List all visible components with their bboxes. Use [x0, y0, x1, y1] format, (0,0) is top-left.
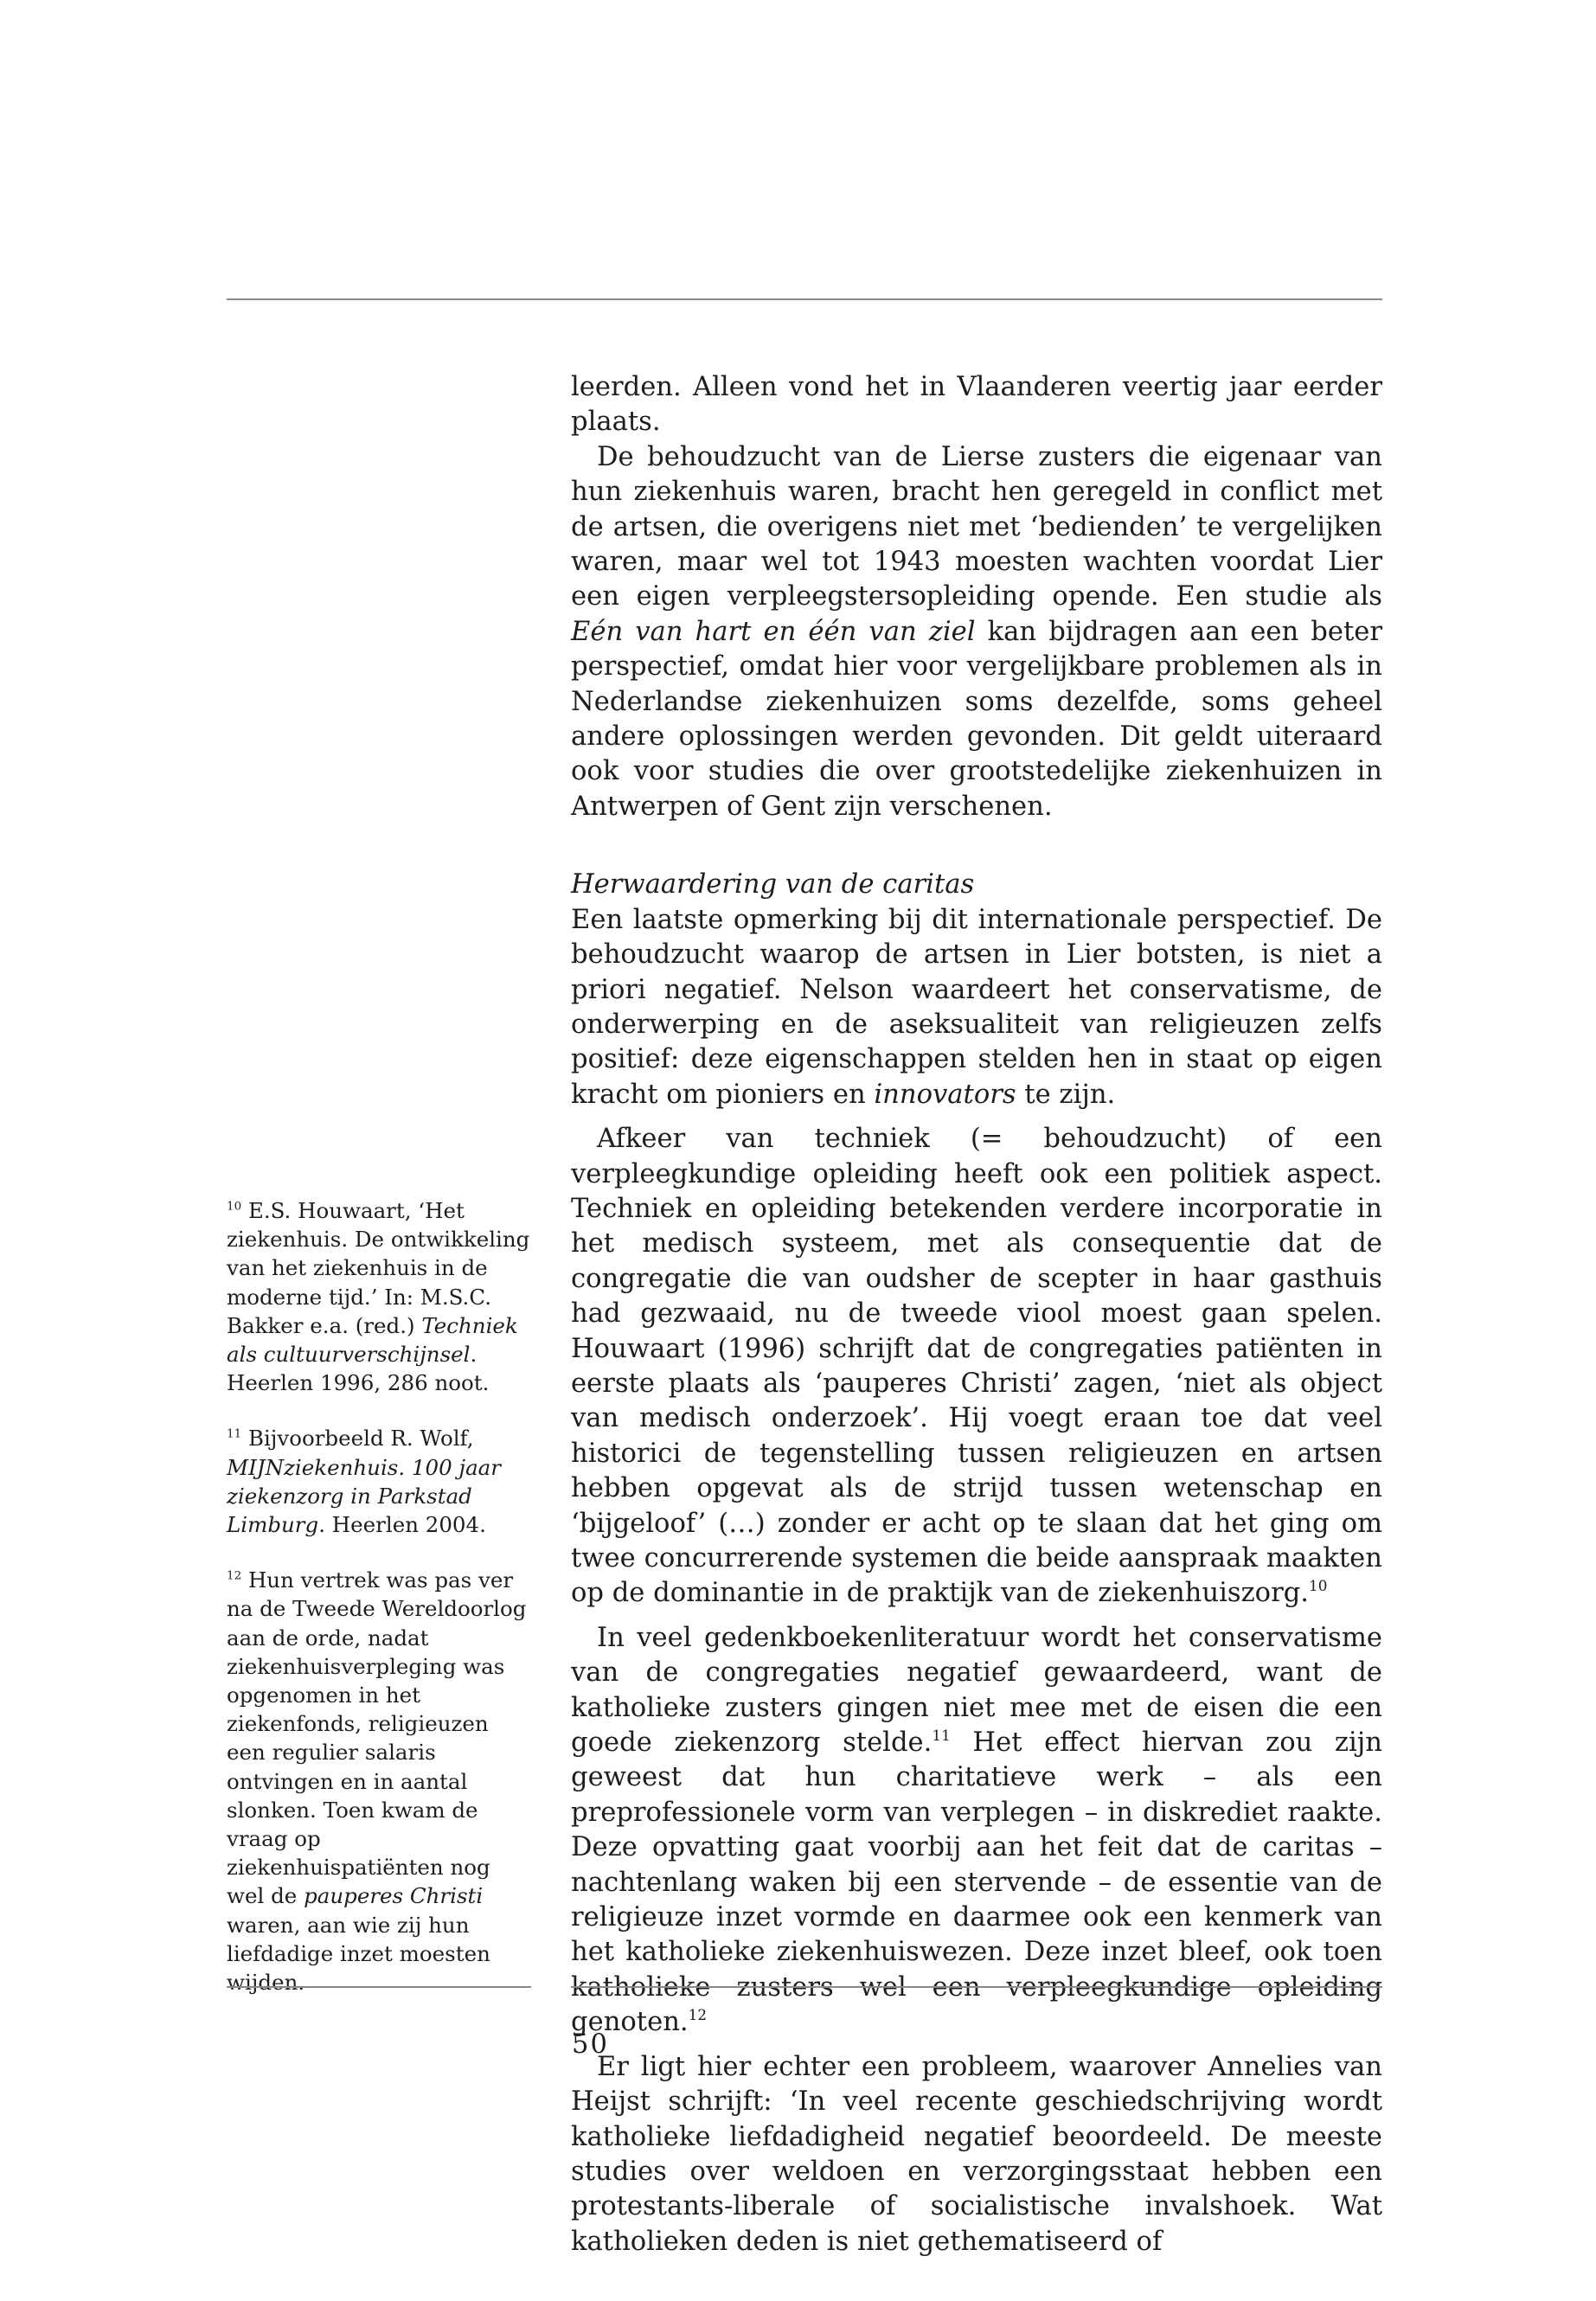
- note-text-a: Bijvoorbeeld R. Wolf,: [247, 1426, 474, 1452]
- note-number: 10: [227, 1199, 242, 1214]
- note-italic: pauperes Christi: [304, 1883, 484, 1909]
- paragraph-5: [571, 1621, 1382, 2041]
- paragraph-4-text: Afkeer van techniek (= behoudzucht) of een verpleegkundige opleiding heeft ook een politiek aspect. Techniek en opleiding betekenden verdere incorporatie in het medisch systeem, met als consequentie dat de congregatie die van oudsher de scepter in haar gasthuis had gezwaaid, nu de tweede viool moest gaan spelen. Houwaart (1996) schrijft dat de congregaties patiënten in eerste plaats als ‘pauperes Christi’ zagen, ‘niet als object van medisch onderzoek’. Hij voegt eraan toe dat veel historici de tegenstelling tussen religieuzen en artsen hebben opgevat als de strijd tussen wetenschap en ‘bijgeloof’ (…) zonder er acht op te slaan dat het ging om twee concurrerende systemen die beide aanspraak maakten op de dominantie in de praktijk van de ziekenhuiszorg.: [571, 1124, 1382, 1609]
- footer-rule-main: [571, 1986, 1382, 1988]
- paragraph-2-part-a: De behoudzucht van de Lierse zusters die eigenaar van hun ziekenhuis waren, bracht hen geregeld in conflict met de artsen, die overigens niet met ‘bedienden’ te vergelijken waren, maar wel tot 1943 moesten wachten voordat Lier een eigen verpleegstersopleiding opende. Een studie als: [571, 441, 1382, 612]
- paragraph-4: [571, 1122, 1382, 1612]
- note-11: [227, 1424, 533, 1539]
- note-12: [227, 1566, 533, 1997]
- emphasis-innovators: innovators: [874, 1079, 1016, 1110]
- side-notes: [227, 1196, 533, 2023]
- book-title: Eén van hart en één van ziel: [571, 616, 976, 647]
- paragraph-2-part-b: kan bijdragen aan een beter perspectief, omdat hier voor vergelijkbare problemen als in Nederlandse ziekenhuizen soms dezelfde, soms geheel andere oplossingen werden gevonden. Dit geldt uiteraard ook voor studies die over grootstedelijke ziekenhuizen in Antwerpen of Gent zijn verschenen.: [571, 616, 1382, 822]
- note-italic: Techniek als cultuurverschijnsel: [227, 1312, 518, 1368]
- note-text-a: Hun vertrek was pas ver na de Tweede Wereldoorlog aan de orde, nadat ziekenhuisverpleging was opgenomen in het ziekenfonds, religieuzen een regulier salaris ontvingen en in aantal slonken. Toen kwam de vraag op ziekenhuispatiënten nog wel de: [227, 1567, 527, 1909]
- footer-rule-left: [227, 1986, 531, 1988]
- paragraph-6: Er ligt hier echter een probleem, waarover Annelies van Heijst schrijft: ‘In veel recente geschiedschrijving wordt katholieke liefdadigheid negatief beoordeeld. De meeste studies over weldoen en verzorgingsstaat hebben een protestants-liberale of socialistische invalshoek. Wat katholieken deden is niet gethematiseerd of: [571, 2051, 1382, 2257]
- footnote-ref-10[interactable]: 10: [1309, 1577, 1328, 1595]
- footnote-ref-11[interactable]: 11: [932, 1727, 951, 1745]
- note-10: [227, 1196, 533, 1397]
- note-text-b: . Heerlen 1996, 286 noot.: [227, 1342, 490, 1396]
- section-heading: Herwaardering van de caritas: [571, 869, 975, 901]
- paragraph-1: leerden. Alleen vond het in Vlaanderen veertig jaar eerder plaats.: [571, 372, 1382, 438]
- footnote-ref-12[interactable]: 12: [688, 2006, 708, 2024]
- paragraph-3: [571, 903, 1382, 1112]
- paragraph-5-part-b: Het effect hiervan zou zijn geweest dat hun charitatieve werk – als een preprofessionele vorm van verplegen – in diskrediet raakte. Deze opvatting gaat voorbij aan het feit dat de caritas – nachtenlang waken bij een stervende – de essentie van de religieuze inzet vormde en daarmee ook een kenmerk van het katholieke ziekenhuiswezen. Deze inzet bleef, ook toen katholieke zusters wel een verpleegkundige opleiding genoten.: [571, 1727, 1383, 2038]
- note-text-b: waren, aan wie zij hun liefdadige inzet moesten wijden.: [227, 1912, 490, 1996]
- paragraph-3-part-b: te zijn.: [1016, 1079, 1116, 1110]
- note-italic: MIJNziekenhuis. 100 jaar ziekenzorg in Parkstad Limburg: [227, 1454, 502, 1538]
- main-text-column: [571, 370, 1382, 2259]
- note-text-b: . Heerlen 2004.: [318, 1512, 486, 1538]
- note-number: 12: [227, 1568, 242, 1583]
- paragraph-2: [571, 440, 1382, 824]
- page-number: 50: [572, 2029, 609, 2060]
- header-rule: [227, 298, 1382, 300]
- paragraph-3-part-a: Een laatste opmerking bij dit internationale perspectief. De behoudzucht waarop de artsen in Lier botsten, is niet a priori negatief. Nelson waardeert het conservatisme, de onderwerping en de aseksualiteit van religieuzen zelfs positief: deze eigenschappen stelden hen in staat op eigen kracht om pioniers en: [571, 904, 1382, 1110]
- paragraph-5-part-a: In veel gedenkboekenliteratuur wordt het conservatisme van de congregaties negatief gewaardeerd, want de katholieke zusters gingen niet mee met de eisen die een goede ziekenzorg stelde.: [571, 1622, 1382, 1759]
- note-text-a: E.S. Houwaart, ‘Het ziekenhuis. De ontwikkeling van het ziekenhuis in de moderne tijd.’ In: M.S.C. Bakker e.a. (red.): [227, 1198, 530, 1338]
- note-number: 11: [227, 1427, 242, 1441]
